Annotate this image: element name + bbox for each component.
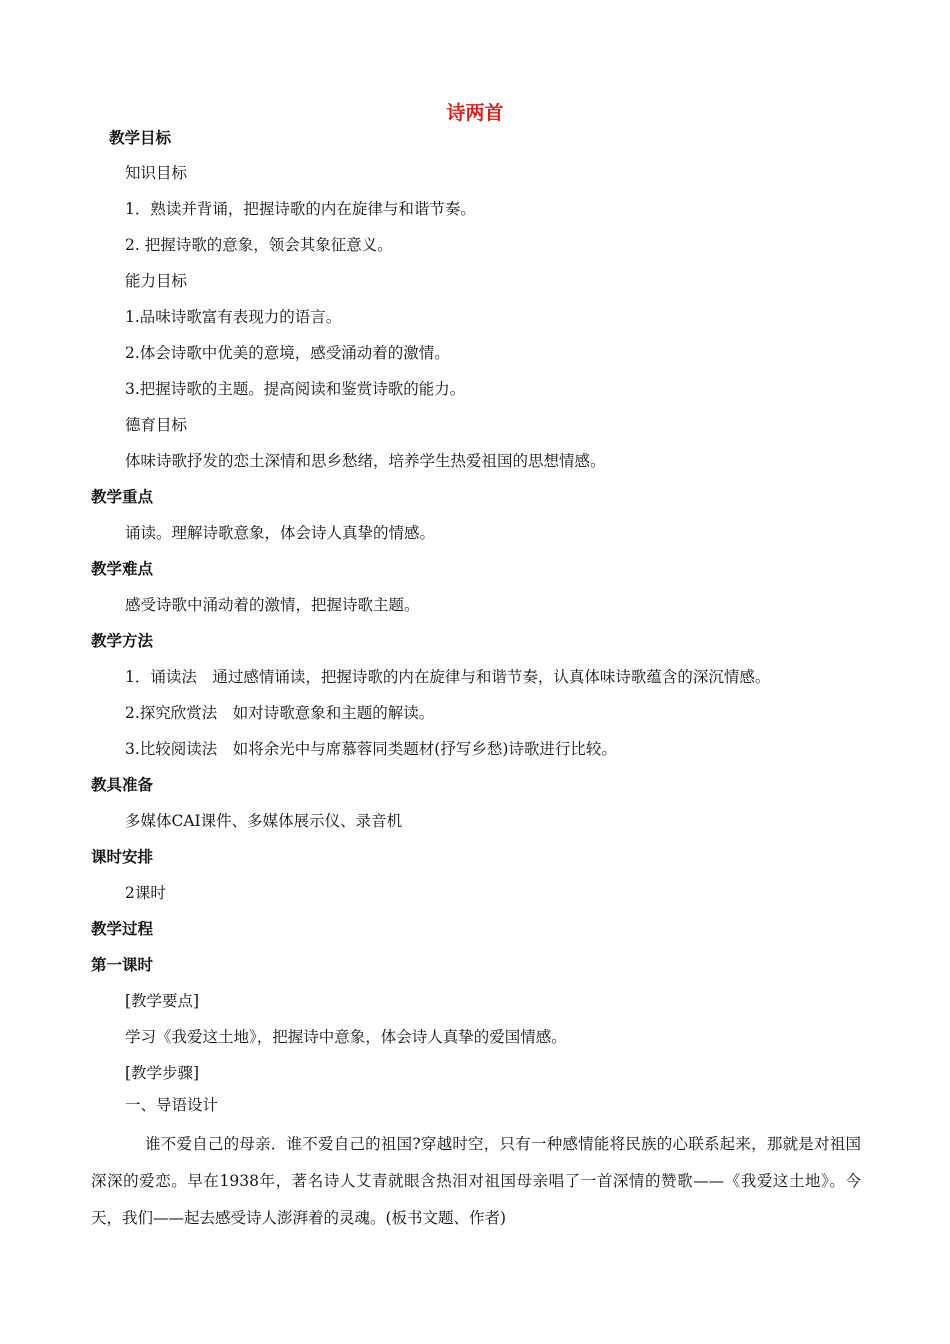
moral-heading: 德育目标 (125, 416, 188, 434)
method-item-2: 2.探究欣赏法 如对诗歌意象和主题的解读。 (125, 704, 435, 722)
ability-heading: 能力目标 (125, 272, 188, 290)
schedule-heading: 课时安排 (91, 848, 154, 866)
lesson1-heading: 第一课时 (91, 956, 154, 974)
process-heading: 教学过程 (91, 920, 154, 938)
points-text: 学习《我爱这土地》，把握诗中意象，体会诗人真挚的爱国情感。 (125, 1028, 567, 1046)
step1-label: 一、导语设计 (125, 1096, 219, 1114)
schedule-text: 2课时 (125, 884, 166, 902)
knowledge-heading: 知识目标 (125, 164, 188, 182)
method-item-1: 1．诵读法 通过感情诵读，把握诗歌的内在旋律与和谐节奏，认真体味诗歌蕴含的深沉情感。 (125, 668, 771, 686)
method-item-3: 3.比较阅读法 如将余光中与席慕蓉同类题材(抒写乡愁)诗歌进行比较。 (125, 740, 617, 758)
goals-heading: 教学目标 (109, 129, 172, 147)
knowledge-item-1: 1．熟读并背诵，把握诗歌的内在旋律与和谐节奏。 (125, 200, 476, 218)
intro-paragraph: 谁不爱自己的母亲．谁不爱自己的祖国?穿越时空，只有一种感情能将民族的心联系起来，那就是对祖国深深的爱恋。早在1938年，著名诗人艾青就眼含热泪对祖国母亲唱了一首深情的赞歌——《我爱这土地》。今天，我们——起去感受诗人澎湃着的灵魂。(板书文题、作者) (91, 1135, 861, 1227)
ability-item-3: 3.把握诗歌的主题。提高阅读和鉴赏诗歌的能力。 (125, 380, 466, 398)
points-label: [教学要点] (125, 992, 200, 1010)
ability-item-2: 2.体会诗歌中优美的意境，感受涌动着的激情。 (125, 344, 450, 362)
difficulty-text: 感受诗歌中涌动着的激情，把握诗歌主题。 (125, 596, 420, 614)
steps-label: [教学步骤] (125, 1064, 200, 1082)
ability-item-1: 1.品味诗歌富有表现力的语言。 (125, 308, 342, 326)
method-heading: 教学方法 (91, 632, 154, 650)
difficulty-heading: 教学难点 (91, 560, 154, 578)
document-title: 诗两首 (446, 102, 504, 124)
tools-text: 多媒体CAI课件、多媒体展示仪、录音机 (125, 812, 403, 830)
knowledge-item-2: 2. 把握诗歌的意象，领会其象征意义。 (125, 236, 393, 254)
key-text: 诵读。理解诗歌意象，体会诗人真挚的情感。 (125, 524, 436, 542)
tools-heading: 教具准备 (91, 776, 154, 794)
moral-text: 体味诗歌抒发的恋土深情和思乡愁绪，培养学生热爱祖国的思想情感。 (125, 452, 606, 470)
key-heading: 教学重点 (91, 488, 154, 506)
